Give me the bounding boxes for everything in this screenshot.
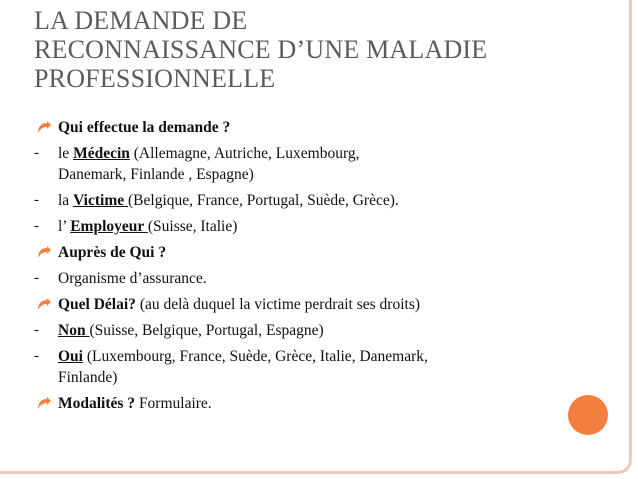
bullet-heading: Quel Délai? [58, 296, 136, 313]
item-text-line2: Finlande) [58, 369, 118, 386]
curved-arrow-bullet-icon [36, 297, 52, 313]
item-strong: Non [58, 322, 90, 339]
item-text: (Belgique, France, Portugal, Suède, Grèce). [128, 192, 399, 209]
title-line-2: RECONNAISSANCE D’UNE MALADIE [34, 35, 488, 64]
bullet-heading: Auprès de Qui ? [58, 244, 167, 261]
dash-marker: - [34, 218, 39, 234]
dash-marker: - [34, 192, 39, 208]
item-strong: Employeur [70, 218, 148, 235]
item-text: (Suisse, Italie) [147, 218, 238, 235]
item-strong: Victime [73, 192, 129, 209]
item-text-line2: Danemark, Finlande , Espagne) [58, 166, 254, 183]
item-text: (Suisse, Belgique, Portugal, Espagne) [89, 322, 324, 339]
item-text: (Allemagne, Autriche, Luxembourg, [129, 145, 360, 162]
bullet-heading: Modalités ? [58, 395, 136, 412]
list-item [34, 117, 594, 138]
list-item [34, 393, 594, 414]
item-strong: Oui [58, 348, 83, 365]
list-item [34, 242, 594, 263]
title-line-3: PROFESSIONNELLE [34, 64, 276, 93]
list-item [34, 143, 594, 185]
curved-arrow-bullet-icon [36, 120, 52, 136]
item-text: Organisme d’assurance. [58, 270, 207, 287]
dash-marker: - [34, 348, 39, 364]
dash-marker: - [34, 322, 39, 338]
dash-marker: - [34, 145, 39, 161]
item-text: (Luxembourg, France, Suède, Grèce, Italie, Danemark, [82, 348, 428, 365]
list-item [34, 190, 594, 211]
list-item [34, 294, 594, 315]
accent-circle [568, 395, 608, 435]
bullet-heading: Qui effectue la demande ? [58, 119, 231, 136]
item-strong: Médecin [73, 145, 130, 162]
item-prefix: la [58, 192, 74, 209]
dash-marker: - [34, 270, 39, 286]
content-list [34, 117, 594, 419]
list-item [34, 320, 594, 341]
item-text: Formulaire. [135, 395, 212, 412]
curved-arrow-bullet-icon [36, 245, 52, 261]
item-prefix: le [58, 145, 74, 162]
list-item [34, 268, 594, 289]
list-item [34, 216, 594, 237]
curved-arrow-bullet-icon [36, 396, 52, 412]
title-line-1: LA DEMANDE DE [34, 6, 248, 35]
slide-title [34, 6, 594, 93]
item-text: (au delà duquel la victime perdrait ses droits) [135, 296, 421, 313]
item-prefix: l’ [58, 218, 71, 235]
list-item [34, 346, 594, 388]
